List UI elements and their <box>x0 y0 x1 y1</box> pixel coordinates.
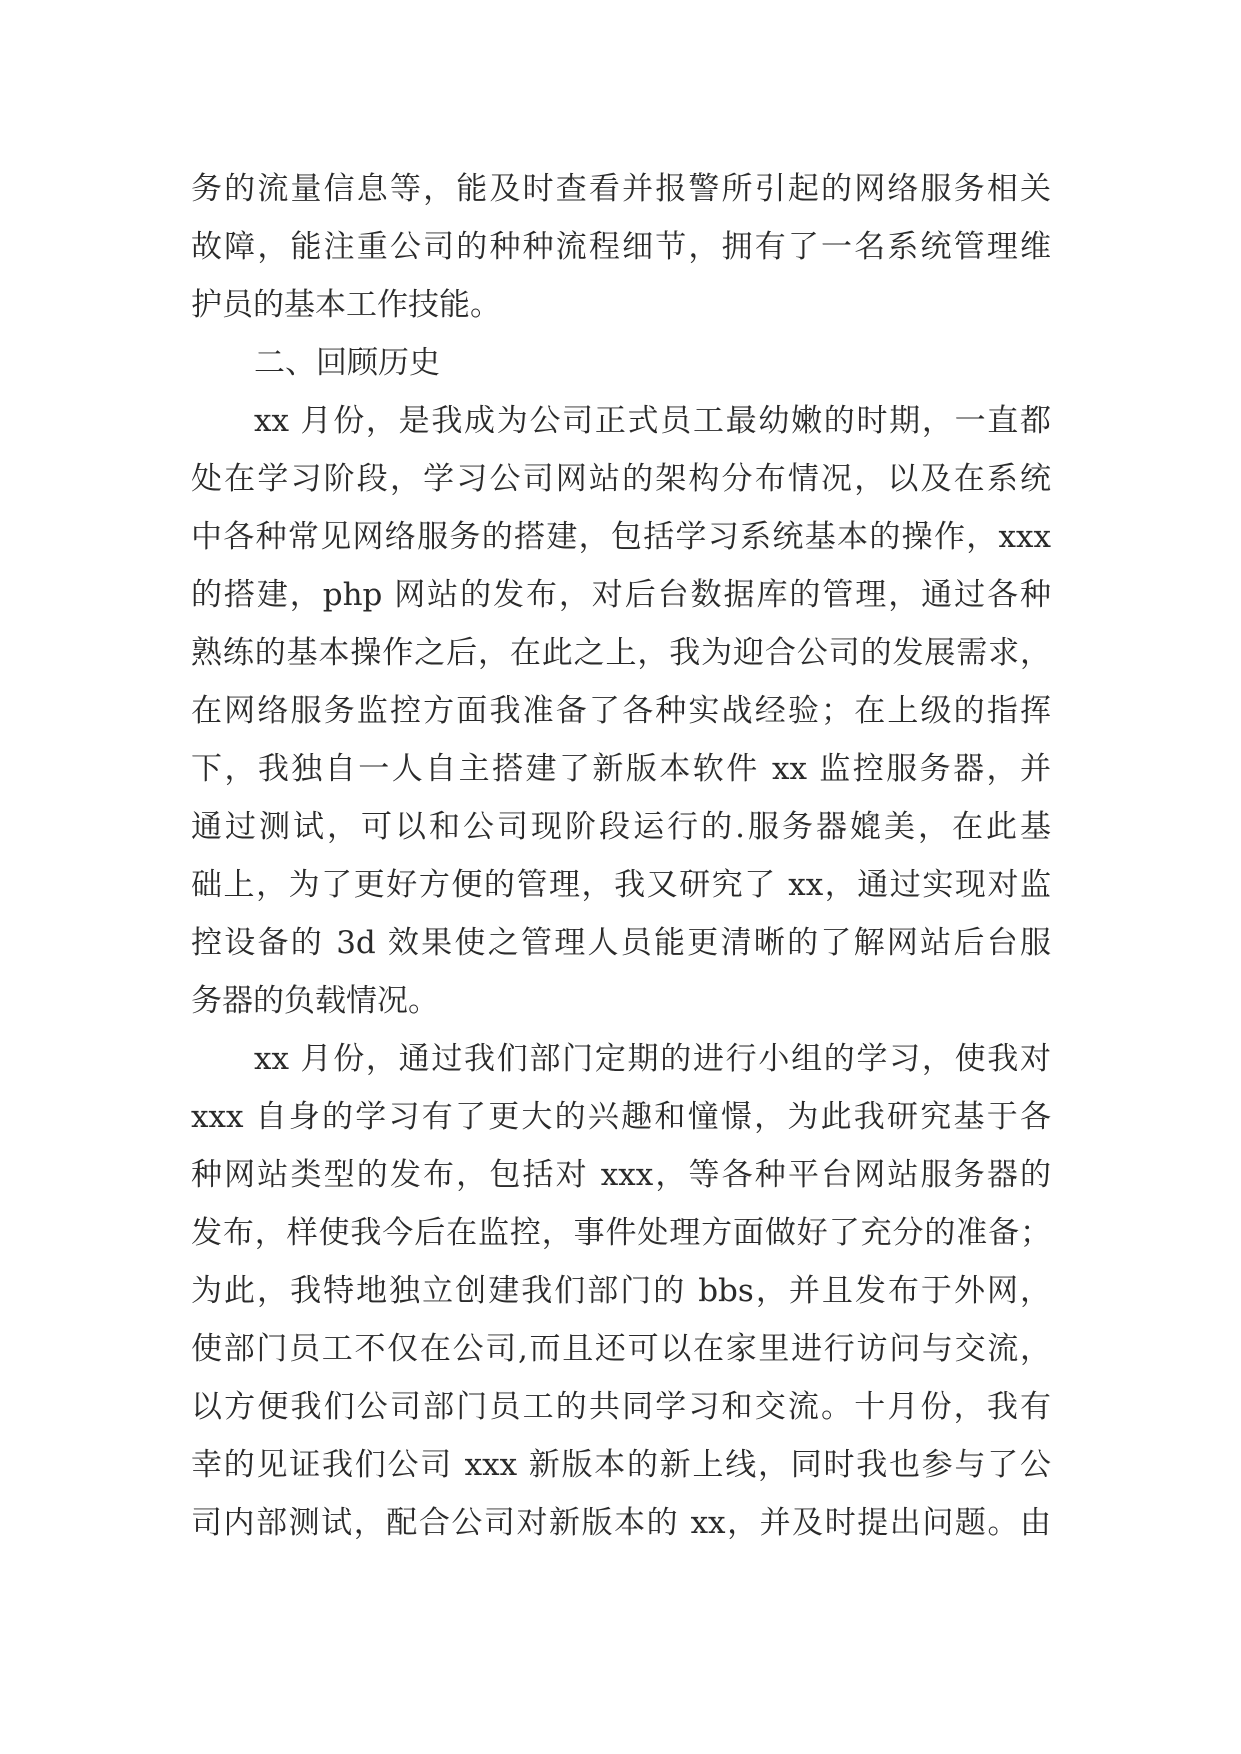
text-line: 的搭建，php 网站的发布，对后台数据库的管理，通过各种 <box>191 577 1051 613</box>
text-line: 熟练的基本操作之后，在此之上，我为迎合公司的发展需求， <box>191 635 1051 671</box>
text-line: 础上，为了更好方便的管理，我又研究了 xx，通过实现对监 <box>191 867 1051 903</box>
text-line: 务器的负载情况。 <box>191 983 439 1019</box>
section-heading-history <box>191 334 1051 392</box>
text-line: 司内部测试，配合公司对新版本的 xx，并及时提出问题。由 <box>191 1505 1051 1541</box>
text-line: 务的流量信息等，能及时查看并报警所引起的网络服务相关 <box>191 171 1051 207</box>
paragraph-skills <box>191 160 1051 334</box>
text-line: 下，我独自一人自主搭建了新版本软件 xx 监控服务器，并 <box>191 751 1051 787</box>
text-line: 幸的见证我们公司 xxx 新版本的新上线，同时我也参与了公 <box>191 1447 1051 1483</box>
text-line: 护员的基本工作技能。 <box>191 287 501 323</box>
text-line: 使部门员工不仅在公司,而且还可以在家里进行访问与交流， <box>191 1331 1051 1367</box>
text-line: 中各种常见网络服务的搭建，包括学习系统基本的操作，xxx <box>191 519 1051 555</box>
text-line: 种网站类型的发布，包括对 xxx，等各种平台网站服务器的 <box>191 1157 1051 1193</box>
text-line: 故障，能注重公司的种种流程细节，拥有了一名系统管理维 <box>191 229 1051 265</box>
section-heading: 二、回顾历史 <box>254 345 440 381</box>
text-line: 处在学习阶段，学习公司网站的架构分布情况，以及在系统 <box>191 461 1051 497</box>
text-line: xxx 自身的学习有了更大的兴趣和憧憬，为此我研究基于各 <box>191 1099 1051 1135</box>
text-line: 在网络服务监控方面我准备了各种实战经验；在上级的指挥 <box>191 693 1051 729</box>
paragraph-history-1 <box>191 392 1051 1030</box>
text-line: 控设备的 3d 效果使之管理人员能更清晰的了解网站后台服 <box>191 925 1051 961</box>
text-line: xx 月份，通过我们部门定期的进行小组的学习，使我对 <box>254 1041 1051 1077</box>
document-body <box>191 160 1051 1552</box>
text-line: 以方便我们公司部门员工的共同学习和交流。十月份，我有 <box>191 1389 1051 1425</box>
text-line: xx 月份，是我成为公司正式员工最幼嫩的时期，一直都 <box>254 403 1051 439</box>
text-line: 发布，样使我今后在监控，事件处理方面做好了充分的准备； <box>191 1215 1051 1251</box>
text-line: 为此，我特地独立创建我们部门的 bbs，并且发布于外网， <box>191 1273 1051 1309</box>
text-line: 通过测试，可以和公司现阶段运行的.服务器媲美，在此基 <box>191 809 1051 845</box>
paragraph-history-2 <box>191 1030 1051 1552</box>
